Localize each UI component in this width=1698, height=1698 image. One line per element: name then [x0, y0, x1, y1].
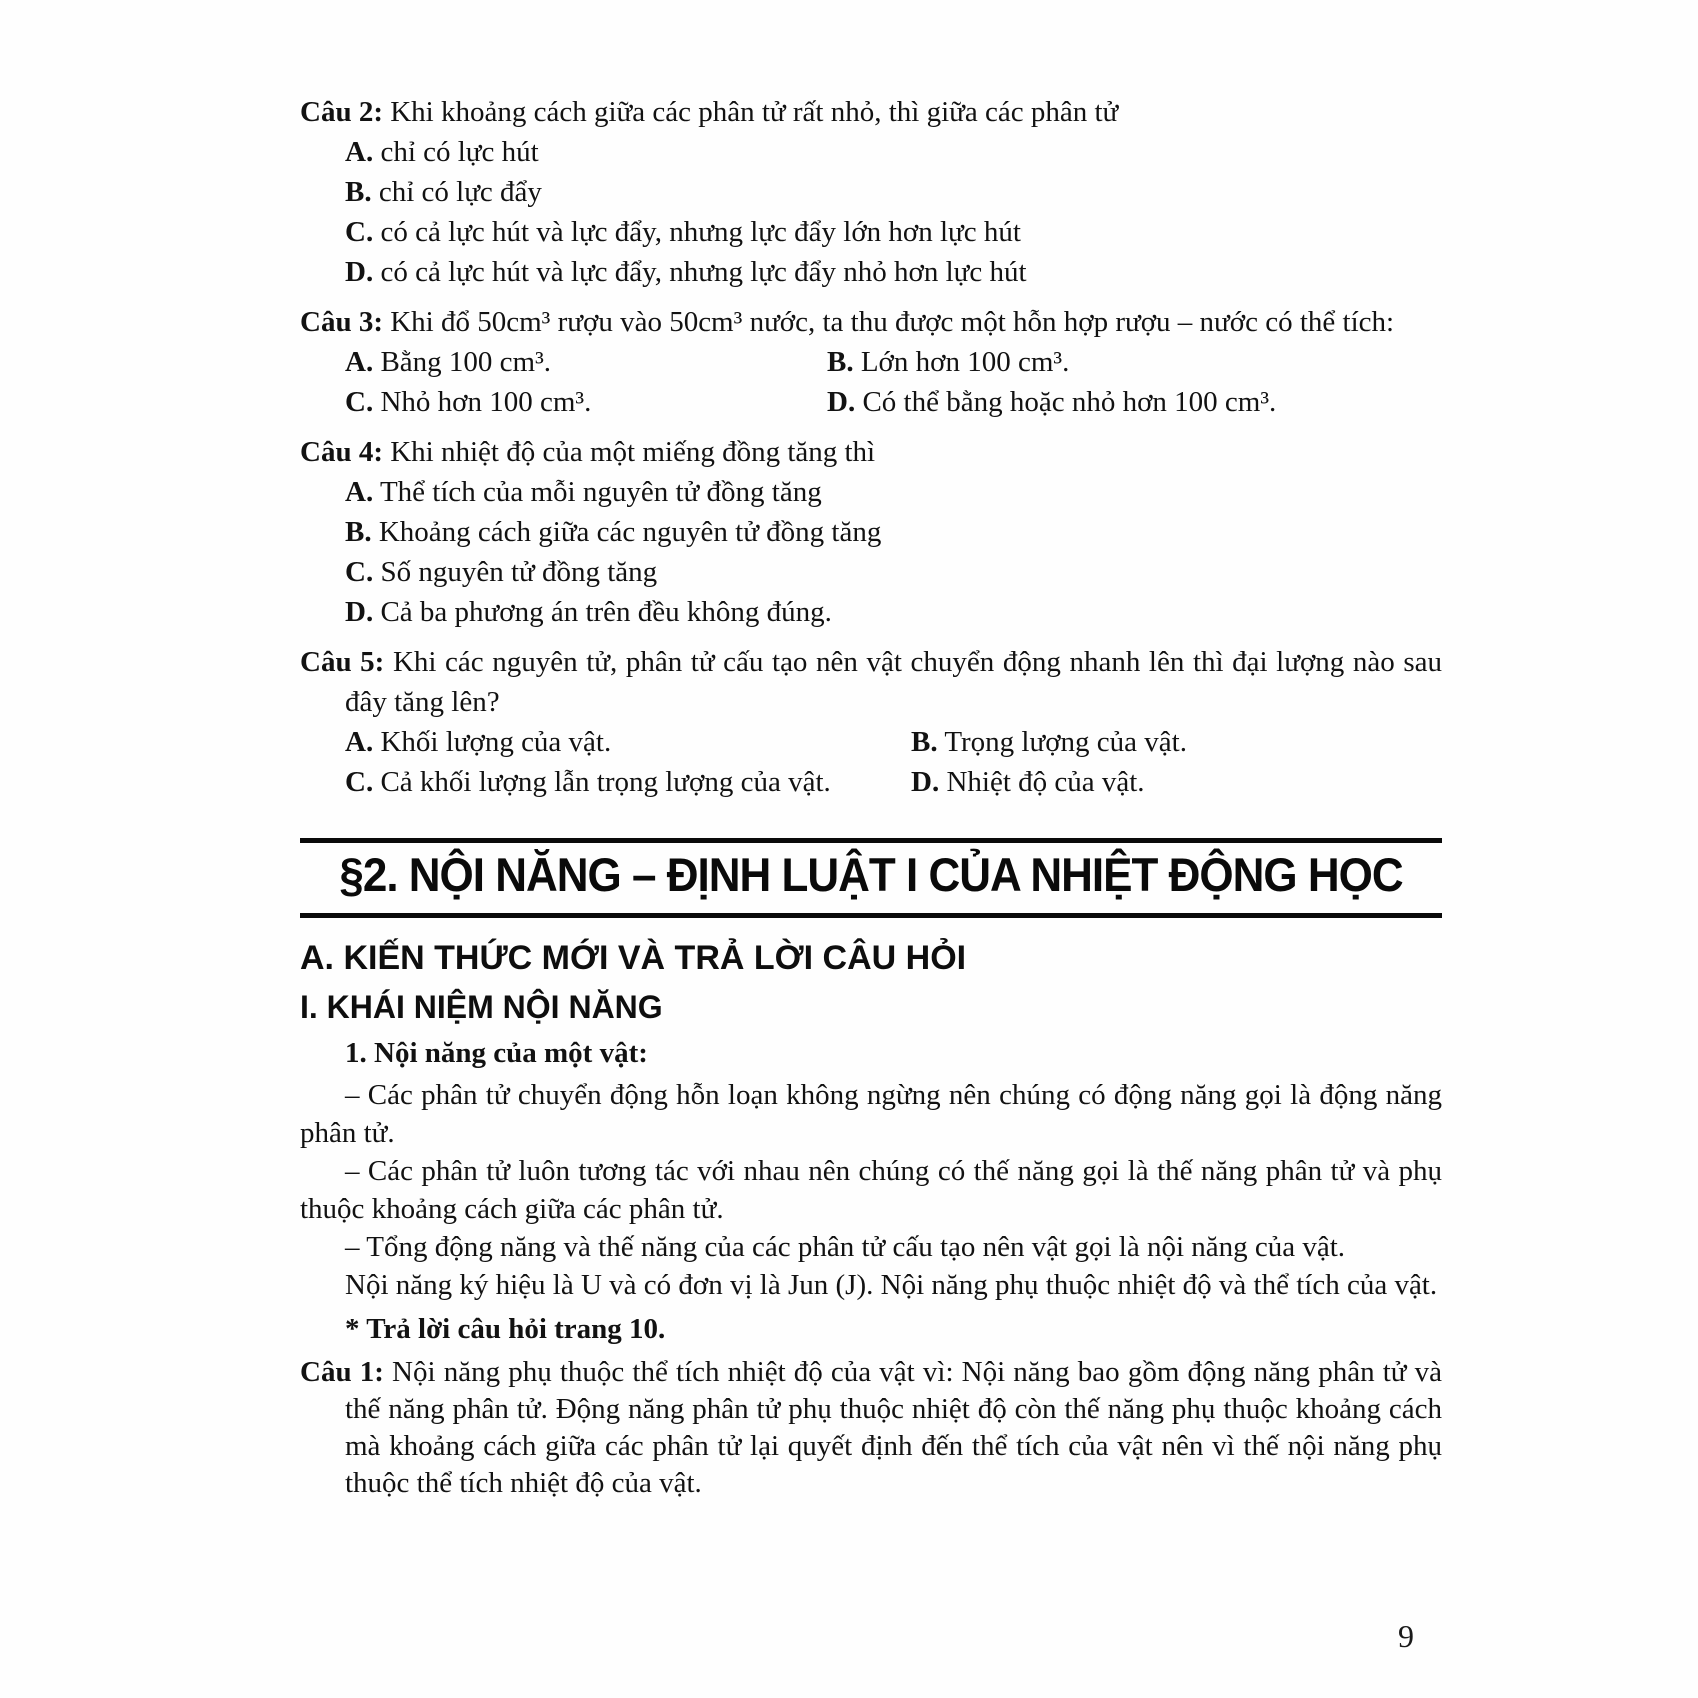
option-a — [345, 342, 827, 382]
question-label: Câu 2: — [300, 96, 383, 128]
question-text: Khi nhiệt độ của một miếng đồng tăng thì — [390, 436, 876, 468]
page-number: 9 — [1398, 1618, 1414, 1654]
option-text: chỉ có lực hút — [380, 136, 539, 168]
option-letter: D. — [345, 256, 374, 288]
multiple-choice-quiz — [300, 92, 1442, 802]
option-text: Cả ba phương án trên đều không đúng. — [380, 596, 832, 628]
option-text: Lớn hơn 100 cm³. — [860, 346, 1070, 378]
option-c — [345, 212, 1442, 252]
question-text: Khi các nguyên tử, phân tử cấu tạo nên vật chuyển động nhanh lên thì đại lượng nào sau đây tăng lên? — [345, 646, 1443, 718]
option-letter: B. — [911, 726, 938, 758]
option-letter: B. — [827, 346, 854, 378]
option-d — [827, 382, 1442, 422]
option-letter: C. — [345, 556, 374, 588]
option-d — [345, 592, 1442, 632]
option-text: Cả khối lượng lẫn trọng lượng của vật. — [380, 766, 831, 798]
option-letter: D. — [827, 386, 856, 418]
option-a — [345, 132, 1442, 172]
question-cau-5 — [300, 642, 1442, 802]
option-letter: A. — [345, 136, 374, 168]
option-b — [911, 722, 1442, 762]
option-c — [345, 552, 1442, 592]
paragraph-2: – Các phân tử luôn tương tác với nhau nên chúng có thế năng gọi là thế năng phân tử và phụ thuộc khoảng cách giữa các phân tử. — [300, 1155, 1442, 1225]
question-label: Câu 3: — [300, 306, 383, 338]
question-cau-3 — [300, 302, 1442, 422]
answer-cau-1 — [300, 1354, 1442, 1502]
question-label: Câu 5: — [300, 646, 385, 678]
option-a — [345, 722, 911, 762]
option-letter: A. — [345, 346, 374, 378]
option-letter: C. — [345, 386, 374, 418]
paragraph-4: Nội năng ký hiệu là U và có đơn vị là Jun (J). Nội năng phụ thuộc nhiệt độ và thể tích của vật. — [345, 1269, 1438, 1301]
option-text: Có thể bằng hoặc nhỏ hơn 100 cm³. — [862, 386, 1277, 418]
option-c — [345, 762, 911, 802]
part-a-heading: A. KIẾN THỨC MỚI VÀ TRẢ LỜI CÂU HỎI — [300, 939, 967, 977]
option-text: Khối lượng của vật. — [380, 726, 612, 758]
question-line — [300, 92, 1442, 132]
option-letter: B. — [345, 176, 372, 208]
option-text: Trọng lượng của vật. — [944, 726, 1187, 758]
option-letter: B. — [345, 516, 372, 548]
option-d — [345, 252, 1442, 292]
option-text: có cả lực hút và lực đẩy, nhưng lực đẩy lớn hơn lực hút — [380, 216, 1021, 248]
question-cau-4 — [300, 432, 1442, 632]
option-text: Nhiệt độ của vật. — [946, 766, 1145, 798]
option-text: Khoảng cách giữa các nguyên tử đồng tăng — [378, 516, 882, 548]
page-content — [300, 92, 1442, 1502]
question-text: Khi khoảng cách giữa các phân tử rất nhỏ, thì giữa các phân tử — [390, 96, 1119, 128]
option-text: có cả lực hút và lực đẩy, nhưng lực đẩy nhỏ hơn lực hút — [380, 256, 1027, 288]
option-c — [345, 382, 827, 422]
section-body — [300, 936, 1442, 1502]
answer-text: Nội năng phụ thuộc thể tích nhiệt độ của vật vì: Nội năng bao gồm động năng phân tử và thế năng phân tử. Động năng phân tử phụ thuộc nhiệt độ còn thế năng phụ thuộc khoảng cách mà khoảng cách giữa các phân tử lại quyết định đến thể tích của vật nên vì thế nội năng phụ thuộc thể tích nhiệt độ của vật. — [345, 1356, 1443, 1499]
answer-label: Câu 1: — [300, 1356, 384, 1388]
options-grid — [345, 342, 1442, 422]
section-heading: §2. NỘI NĂNG – ĐỊNH LUẬT I CỦA NHIỆT ĐỘNG HỌC — [339, 849, 1403, 902]
paragraph-3: – Tổng động năng và thế năng của các phân tử cấu tạo nên vật gọi là nội năng của vật. — [345, 1231, 1346, 1263]
paragraph-1: – Các phân tử chuyển động hỗn loạn không ngừng nên chúng có động năng gọi là động năng phân tử. — [300, 1079, 1442, 1149]
question-line — [300, 432, 1442, 472]
option-b — [827, 342, 1442, 382]
subheading-1: 1. Nội năng của một vật: — [345, 1037, 648, 1069]
option-letter: A. — [345, 476, 374, 508]
option-letter: C. — [345, 766, 374, 798]
option-text: Thể tích của mỗi nguyên tử đồng tăng — [379, 476, 822, 508]
option-a — [345, 472, 1442, 512]
option-letter: A. — [345, 726, 374, 758]
option-text: Nhỏ hơn 100 cm³. — [380, 386, 592, 418]
option-text: Bằng 100 cm³. — [380, 346, 552, 378]
question-text: Khi đổ 50cm³ rượu vào 50cm³ nước, ta thu được một hỗn hợp rượu – nước có thể tích: — [390, 306, 1395, 338]
question-label: Câu 4: — [300, 436, 383, 468]
options-list — [345, 132, 1442, 292]
options-list — [345, 472, 1442, 632]
option-letter: D. — [911, 766, 940, 798]
option-letter: D. — [345, 596, 374, 628]
section-heading-box — [300, 838, 1442, 918]
option-text: chỉ có lực đẩy — [378, 176, 542, 208]
question-cau-2 — [300, 92, 1442, 292]
option-text: Số nguyên tử đồng tăng — [380, 556, 658, 588]
option-d — [911, 762, 1442, 802]
question-line — [300, 302, 1442, 342]
options-grid — [345, 722, 1442, 802]
answer-note: * Trả lời câu hỏi trang 10. — [345, 1313, 666, 1345]
option-letter: C. — [345, 216, 374, 248]
option-b — [345, 172, 1442, 212]
option-b — [345, 512, 1442, 552]
question-line — [300, 642, 1442, 722]
topic-heading: I. KHÁI NIỆM NỘI NĂNG — [300, 989, 663, 1025]
